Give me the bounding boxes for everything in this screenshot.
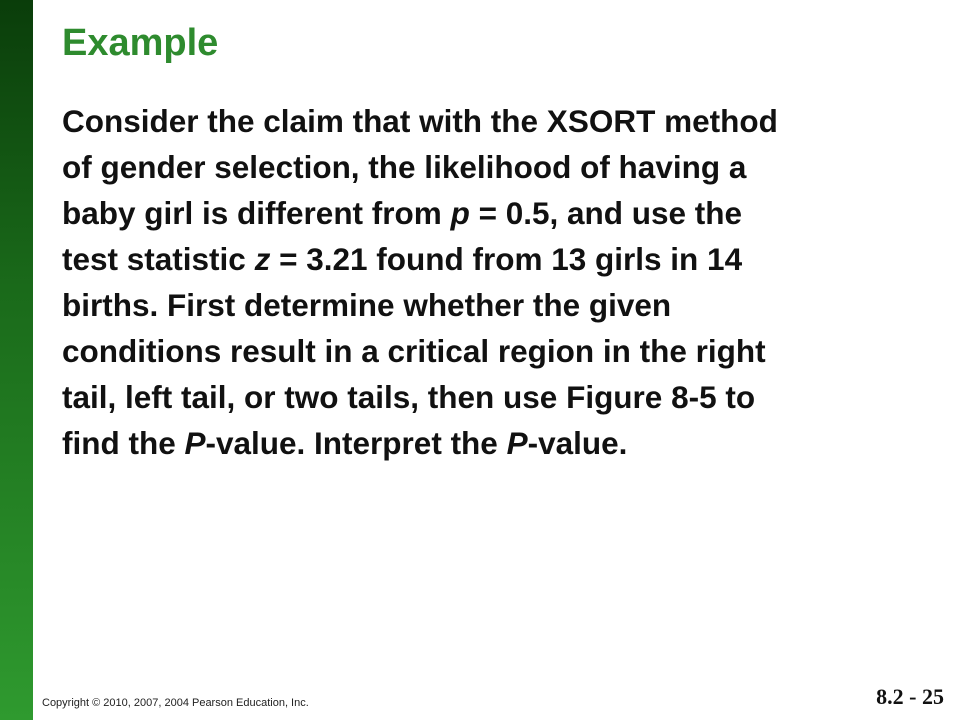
math-variable: z [254, 241, 271, 277]
body-text-segment: -value. Interpret the [205, 425, 507, 461]
body-line [62, 236, 942, 282]
body-text-segment: baby girl is different from [62, 195, 451, 231]
body-text-segment: find the [62, 425, 185, 461]
body-line [62, 98, 942, 144]
slide-title: Example [62, 22, 219, 64]
body-line [62, 374, 942, 420]
body-text-segment: conditions result in a critical region in the right [62, 333, 766, 369]
body-line [62, 144, 942, 190]
sidebar-decoration [0, 0, 33, 720]
body-line [62, 282, 942, 328]
body-text-segment: births. First determine whether the given [62, 287, 672, 323]
body-line [62, 190, 942, 236]
body-text-segment: of gender selection, the likelihood of having a [62, 149, 747, 185]
body-text-segment: test statistic [62, 241, 255, 277]
slide-number: 8.2 - 25 [876, 684, 944, 709]
body-text-segment: = 0.5, and use the [469, 195, 743, 231]
body-line [62, 328, 942, 374]
body-text-segment: tail, left tail, or two tails, then use Figure 8-5 to [62, 379, 756, 415]
math-variable: P [184, 425, 206, 461]
math-variable: P [506, 425, 528, 461]
body-text-segment: Consider the claim that with the XSORT method [62, 103, 778, 139]
body-text-segment: = 3.21 found from 13 girls in 14 [270, 241, 743, 277]
body-line [62, 420, 942, 466]
body-text-segment: -value. [527, 425, 628, 461]
copyright-notice: Copyright © 2010, 2007, 2004 Pearson Education, Inc. [42, 697, 309, 709]
slide-body-text [62, 98, 942, 466]
math-variable: p [450, 195, 470, 231]
